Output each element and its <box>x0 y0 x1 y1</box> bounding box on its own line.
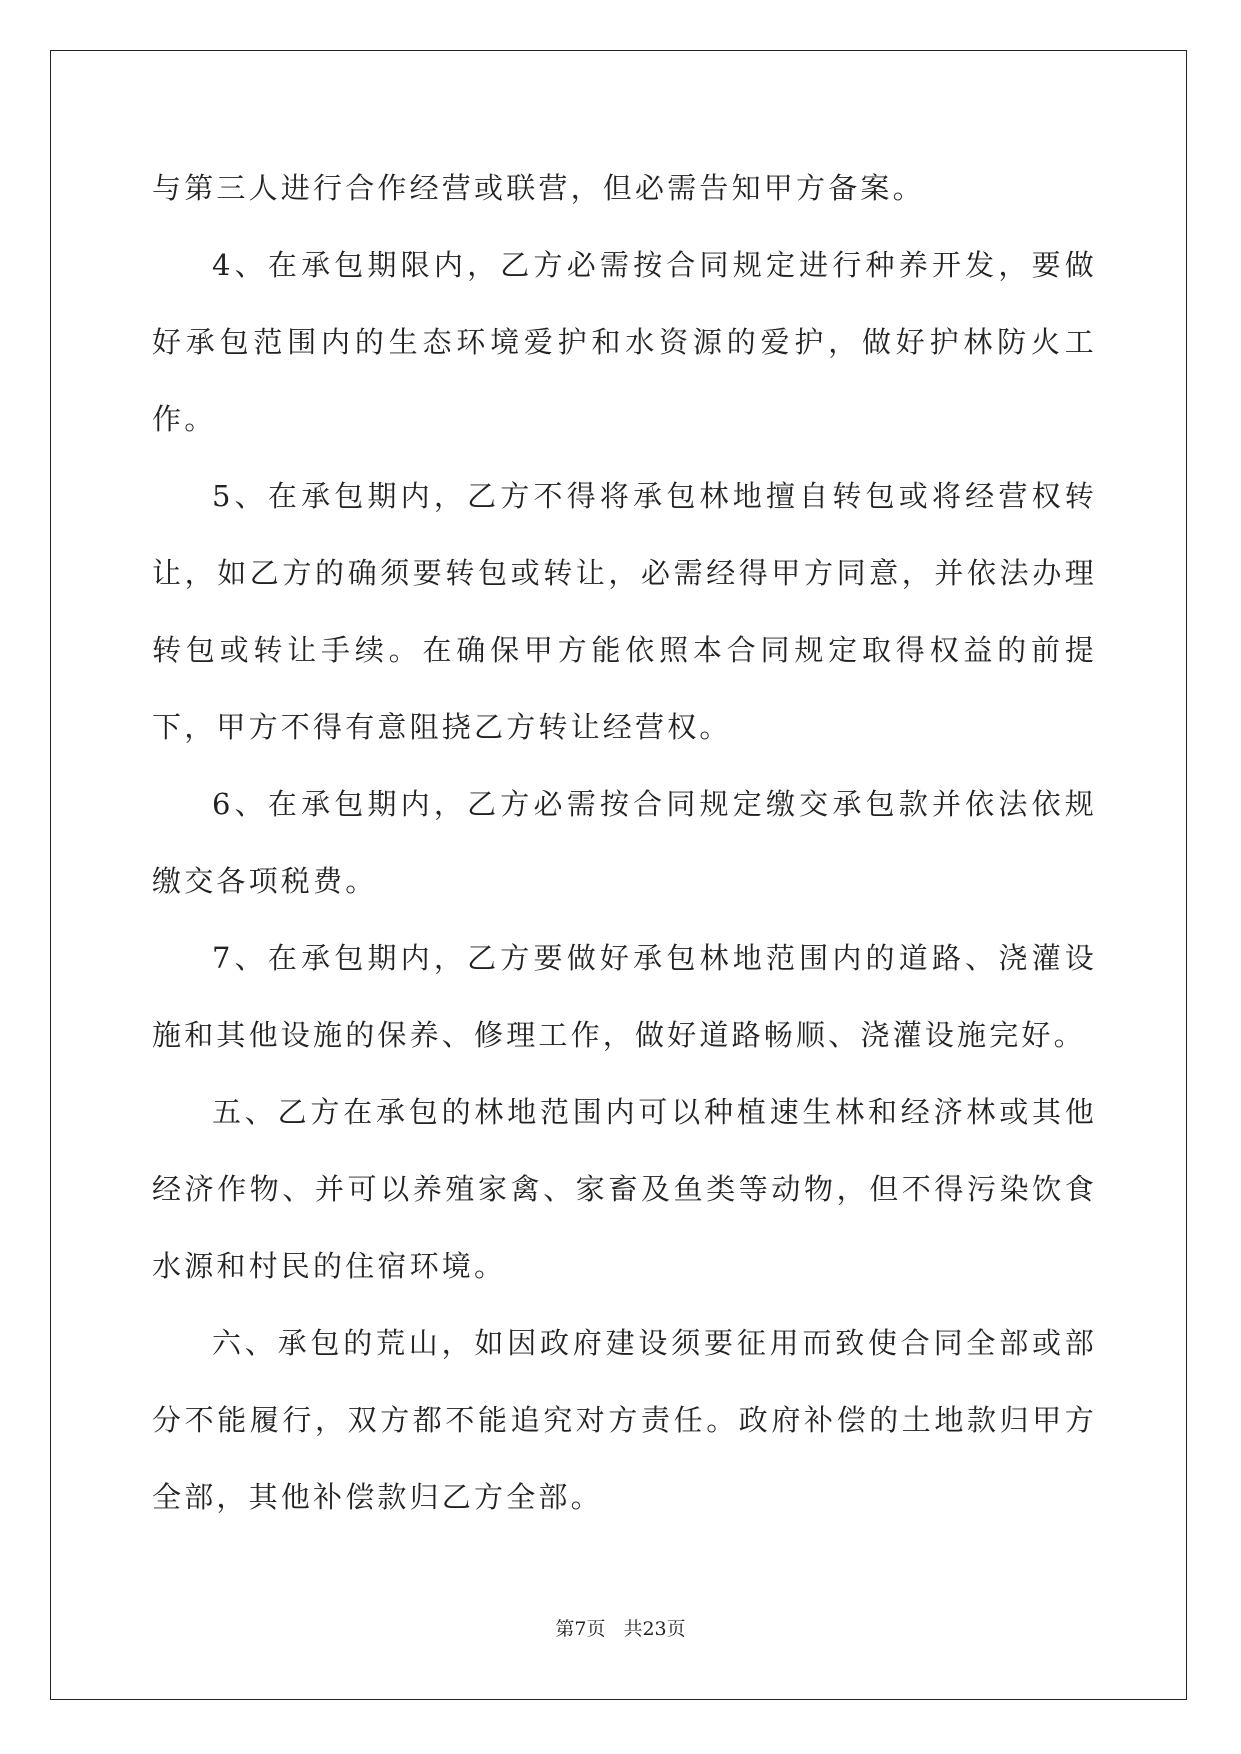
paragraph: 7、在承包期内，乙方要做好承包林地范围内的道路、浇灌设施和其他设施的保养、修理工作，做好道路畅顺、浇灌设施完好。 <box>152 941 1097 1052</box>
document-body <box>152 150 1097 1536</box>
paragraph: 5、在承包期内，乙方不得将承包林地擅自转包或将经营权转让，如乙方的确须要转包或转让，必需经得甲方同意，并依法办理转包或转让手续。在确保甲方能依照本合同规定取得权益的前提下，甲方不得有意阻挠乙方转让经营权。 <box>152 479 1097 744</box>
paragraph: 与第三人进行合作经营或联营，但必需告知甲方备案。 <box>152 171 925 205</box>
page-total: 共23页 <box>623 1618 686 1640</box>
paragraph: 6、在承包期内，乙方必需按合同规定缴交承包款并依法依规缴交各项税费。 <box>152 787 1097 898</box>
page-number: 第7页 <box>555 1618 606 1640</box>
paragraph: 六、承包的荒山，如因政府建设须要征用而致使合同全部或部分不能履行，双方都不能追究对方责任。政府补偿的土地款归甲方全部，其他补偿款归乙方全部。 <box>152 1326 1097 1514</box>
paragraph: 五、乙方在承包的林地范围内可以种植速生林和经济林或其他经济作物、并可以养殖家禽、家畜及鱼类等动物，但不得污染饮食水源和村民的住宿环境。 <box>152 1095 1097 1283</box>
page-footer <box>0 1614 1241 1641</box>
paragraph: 4、在承包期限内，乙方必需按合同规定进行种养开发，要做好承包范围内的生态环境爱护和水资源的爱护，做好护林防火工作。 <box>152 248 1097 436</box>
